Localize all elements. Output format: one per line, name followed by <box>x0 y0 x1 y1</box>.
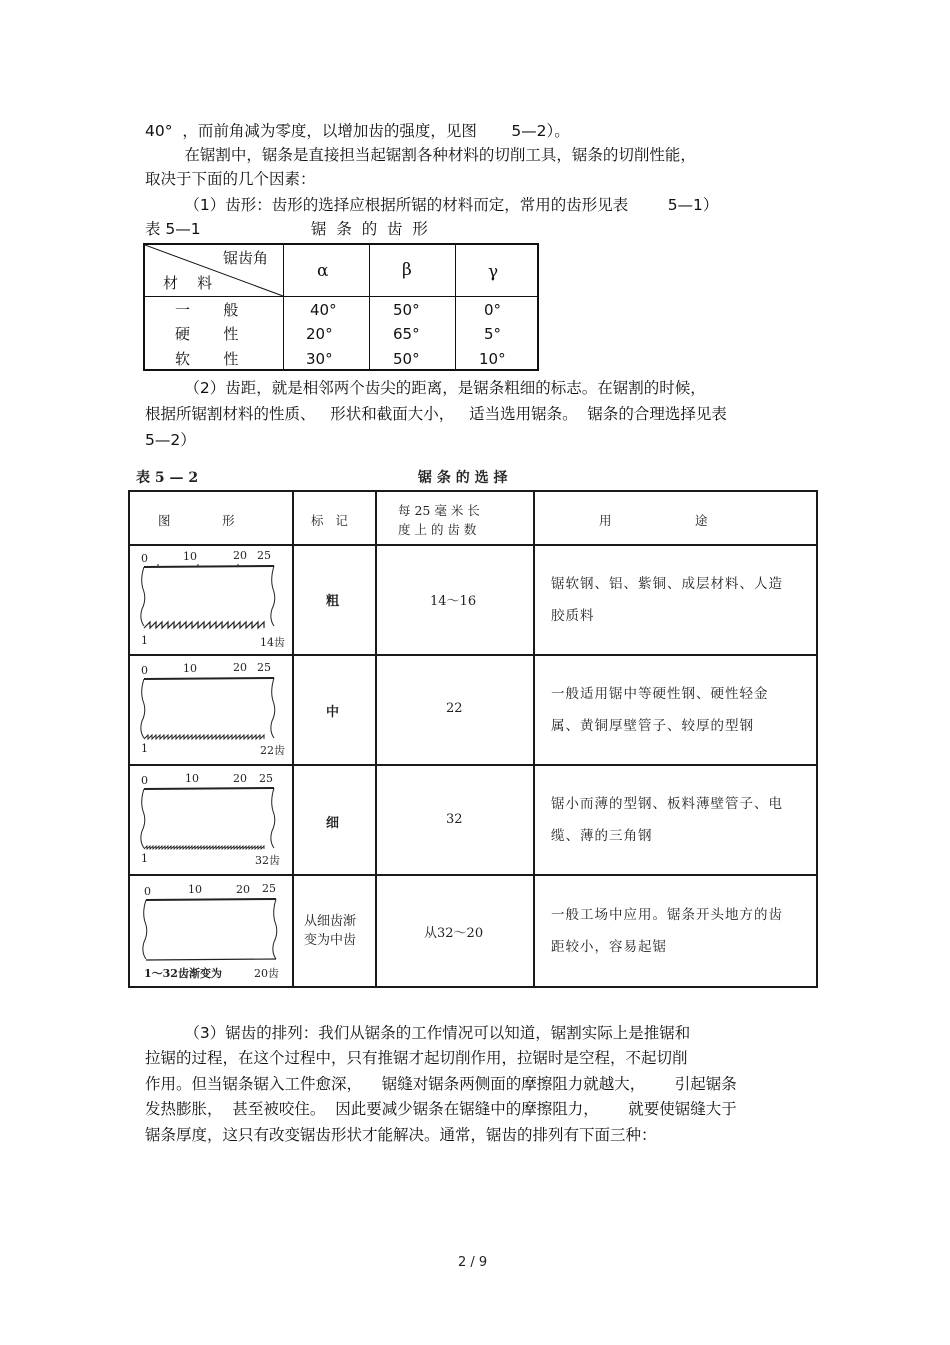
text-line: 40° ，而前角减为零度，以增加齿的强度，见图 5—2）。 <box>145 122 570 140</box>
scale-label: 10 <box>183 662 197 675</box>
header-use: 用 途 <box>599 513 708 528</box>
start-label: 1 <box>141 742 148 755</box>
row-gamma: 5° <box>484 325 502 343</box>
row-count: 从32～20 <box>424 926 484 941</box>
scale-label: 0 <box>141 664 148 677</box>
start-label: 1 <box>141 852 148 865</box>
table2-caption-title: 锯 条 的 选 择 <box>418 470 508 486</box>
row-count: 14～16 <box>430 594 477 609</box>
end-label: 22齿 <box>260 744 285 757</box>
row-mark-line2: 变为中齿 <box>304 933 357 948</box>
table2-saw-blade-selection <box>128 490 818 988</box>
scale-label: 25 <box>262 882 276 895</box>
table2-caption-label: 表 5 — 2 <box>136 470 199 486</box>
header-beta: β <box>402 260 412 280</box>
table2-divider <box>292 492 294 986</box>
table2-divider <box>130 544 816 546</box>
header-saw-angle: 锯齿角 <box>223 249 269 267</box>
scale-label: 10 <box>188 883 202 896</box>
row-material: 一 般 <box>175 301 239 319</box>
row-gamma: 0° <box>484 301 502 319</box>
row-mark-line1: 从细齿渐 <box>304 914 357 929</box>
end-label: 20齿 <box>254 967 279 980</box>
scale-label: 10 <box>183 550 197 563</box>
header-count-line2: 度 上 的 齿 数 <box>398 522 477 537</box>
row-beta: 50° <box>393 350 420 368</box>
scale-label: 20 <box>236 883 250 896</box>
saw-blade-progressive-drawing <box>140 897 282 973</box>
header-alpha: α <box>317 261 329 281</box>
row-count: 22 <box>446 701 463 716</box>
scale-label: 0 <box>141 552 148 565</box>
header-gamma: γ <box>488 262 499 282</box>
row-beta: 65° <box>393 325 420 343</box>
text-line: （1）齿形：齿形的选择应根据所锯的材料而定，常用的齿形见表 5—1） <box>145 196 719 214</box>
row-material: 硬 性 <box>175 325 239 343</box>
row-mark: 中 <box>326 705 340 720</box>
row-count: 32 <box>446 812 463 827</box>
text-line: 取决于下面的几个因素： <box>145 170 316 188</box>
scale-label: 20 <box>233 661 247 674</box>
saw-blade-fine-drawing <box>138 786 280 862</box>
text-line: 拉锯的过程，在这个过程中，只有推锯才起切削作用，拉锯时是空程，不起切削 <box>145 1049 688 1067</box>
header-figure: 图 形 <box>158 513 235 528</box>
row-use: 一般工场中应用。锯条开头地方的齿距较小，容易起锯 <box>551 907 783 955</box>
text-line: 在锯割中，锯条是直接担当起锯割各种材料的切削工具，锯条的切削性能， <box>145 146 696 164</box>
table1-tooth-shape <box>143 243 539 371</box>
saw-blade-medium-drawing <box>138 676 280 752</box>
text-line: 作用。但当锯条锯入工件愈深， 锯缝对锯条两侧面的摩擦阻力就越大， 引起锯条 <box>145 1075 737 1093</box>
table2-divider <box>130 874 816 876</box>
row-alpha: 30° <box>306 350 333 368</box>
table1-caption-title: 锯 条 的 齿 形 <box>311 220 428 238</box>
scale-label: 25 <box>257 549 271 562</box>
start-label: 1 <box>141 634 148 647</box>
scale-label: 0 <box>144 885 151 898</box>
start-label: 1～32齿渐变为 <box>144 967 222 980</box>
row-use: 锯小而薄的型钢、板料薄壁管子、电缆、薄的三角钢 <box>551 796 783 844</box>
table2-divider <box>533 492 535 986</box>
text-line: 发热膨胀， 甚至被咬住。 因此要减少锯条在锯缝中的摩擦阻力， 就要使锯缝大于 <box>145 1100 737 1118</box>
table2-divider <box>375 492 377 986</box>
scale-label: 20 <box>233 772 247 785</box>
row-mark: 细 <box>326 816 340 831</box>
table1-divider <box>369 245 370 369</box>
table1-divider <box>455 245 456 369</box>
scale-label: 10 <box>185 772 199 785</box>
scale-label: 25 <box>257 661 271 674</box>
text-line: （3）锯齿的排列：我们从锯条的工作情况可以知道，锯割实际上是推锯和 <box>145 1024 691 1042</box>
text-line: （2）齿距，就是相邻两个齿尖的距离，是锯条粗细的标志。在锯割的时候， <box>145 379 706 397</box>
page-number: 2 / 9 <box>458 1255 488 1270</box>
scale-label: 20 <box>233 549 247 562</box>
text-line: 根据所锯割材料的性质、 形状和截面大小， 适当选用锯条。 锯条的合理选择见表 <box>145 405 727 423</box>
row-use: 锯软钢、铝、紫铜、成层材料、人造胶质料 <box>551 576 783 624</box>
text-line: 锯条厚度，这只有改变锯齿形状才能解决。通常，锯齿的排列有下面三种： <box>145 1126 657 1144</box>
row-alpha: 20° <box>306 325 333 343</box>
header-mark: 标 记 <box>311 513 348 528</box>
table2-divider <box>130 654 816 656</box>
row-beta: 50° <box>393 301 420 319</box>
table1-caption-label: 表 5—1 <box>145 220 201 238</box>
end-label: 32齿 <box>255 854 280 867</box>
scale-label: 0 <box>141 774 148 787</box>
header-count-line1: 每 25 毫 米 长 <box>398 503 480 518</box>
row-mark: 粗 <box>326 594 340 609</box>
scale-label: 25 <box>259 772 273 785</box>
row-material: 软 性 <box>175 350 239 368</box>
end-label: 14齿 <box>260 636 285 649</box>
header-material: 材 料 <box>163 274 213 292</box>
row-gamma: 10° <box>479 350 506 368</box>
saw-blade-coarse-drawing <box>138 564 280 640</box>
row-use: 一般适用锯中等硬性钢、硬性轻金属、黄铜厚壁管子、较厚的型钢 <box>551 686 769 734</box>
table2-divider <box>130 764 816 766</box>
text-line: 5—2） <box>145 431 196 449</box>
row-alpha: 40° <box>310 301 337 319</box>
